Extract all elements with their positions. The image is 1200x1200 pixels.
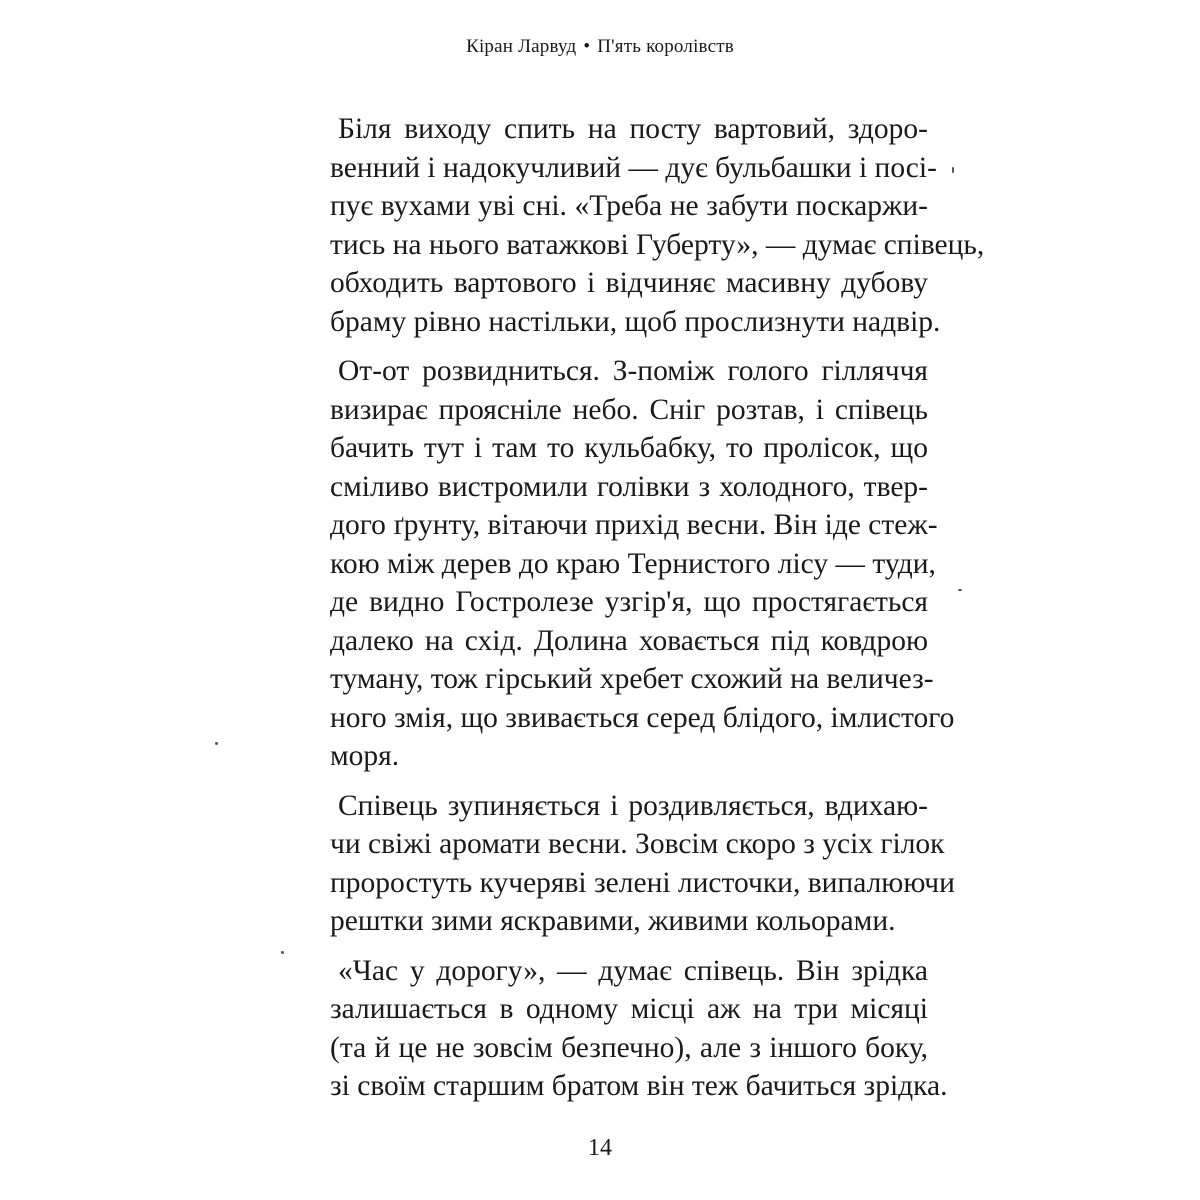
text-line: От-от розвидниться. З-поміж голого гілляччя xyxy=(338,355,928,387)
running-header xyxy=(0,36,1200,58)
text-line: сміливо вистромили голівки з холодного, твер- xyxy=(330,470,928,503)
paragraph-1 xyxy=(330,110,985,341)
text-line: тись на нього ватажкові Губерту», — думає співець, xyxy=(330,228,985,261)
scan-speck xyxy=(281,951,284,954)
text-line: чи свіжі аромати весни. Зовсім скоро з усіх гілок xyxy=(330,828,945,860)
text-line: далеко на схід. Долина ховається під ковдрою xyxy=(330,624,928,657)
paragraph-2 xyxy=(330,352,955,776)
text-line: ного змія, що звивається серед блідого, імлистого xyxy=(330,701,955,734)
page-number: 14 xyxy=(588,1135,612,1161)
text-line: туману, тож гірський хребет схожий на величез- xyxy=(330,663,934,695)
text-line: (та й це не зовсім безпечно), але з іншого боку, xyxy=(330,1031,928,1064)
text-line: визирає проясніле небо. Сніг розтав, і співець xyxy=(330,393,928,426)
scan-speck xyxy=(215,742,218,745)
text-line: зі своїм старшим братом він теж бачиться зрідка. xyxy=(330,1070,948,1102)
text-line: де видно Гостролезе узгір'я, що простягається xyxy=(330,586,928,618)
paragraph-4 xyxy=(330,952,948,1106)
body-text xyxy=(330,110,985,1106)
text-line: Біля виходу спить на посту вартовий, здоро- xyxy=(338,113,928,145)
text-line: пує вухами уві сні. «Треба не забути поскаржи- xyxy=(330,190,928,222)
text-line: обходить вартового і відчиняє масивну дубову xyxy=(330,267,928,299)
text-line: Співець зупиняється і роздивляється, вдихаю- xyxy=(338,789,928,822)
text-line: венний і надокучливий — дує бульбашки і посі- xyxy=(330,151,937,184)
text-line: рештки зими яскравими, живими кольорами. xyxy=(330,905,896,937)
header-book-title: П'ять королівств xyxy=(597,36,734,57)
scan-speck xyxy=(952,167,954,173)
header-author: Кіран Ларвуд xyxy=(466,36,577,57)
paragraph-3 xyxy=(330,787,955,941)
scan-speck xyxy=(958,589,962,591)
text-line: кою між дерев до краю Тернистого лісу — туди, xyxy=(330,547,936,580)
text-line: залишається в одному місці аж на три місяці xyxy=(330,993,928,1025)
text-line: бачить тут і там то кульбабку, то пролісок, що xyxy=(330,432,928,464)
header-separator: • xyxy=(583,36,591,57)
text-line: браму рівно настільки, щоб прослизнути надвір. xyxy=(330,305,941,338)
text-line: «Час у дорогу», — думає співець. Він зрідка xyxy=(338,954,928,987)
text-line: дого ґрунту, вітаючи прихід весни. Він іде стеж- xyxy=(330,509,938,541)
text-line: проростуть кучеряві зелені листочки, випалюючи xyxy=(330,866,955,899)
text-line: моря. xyxy=(330,740,400,772)
